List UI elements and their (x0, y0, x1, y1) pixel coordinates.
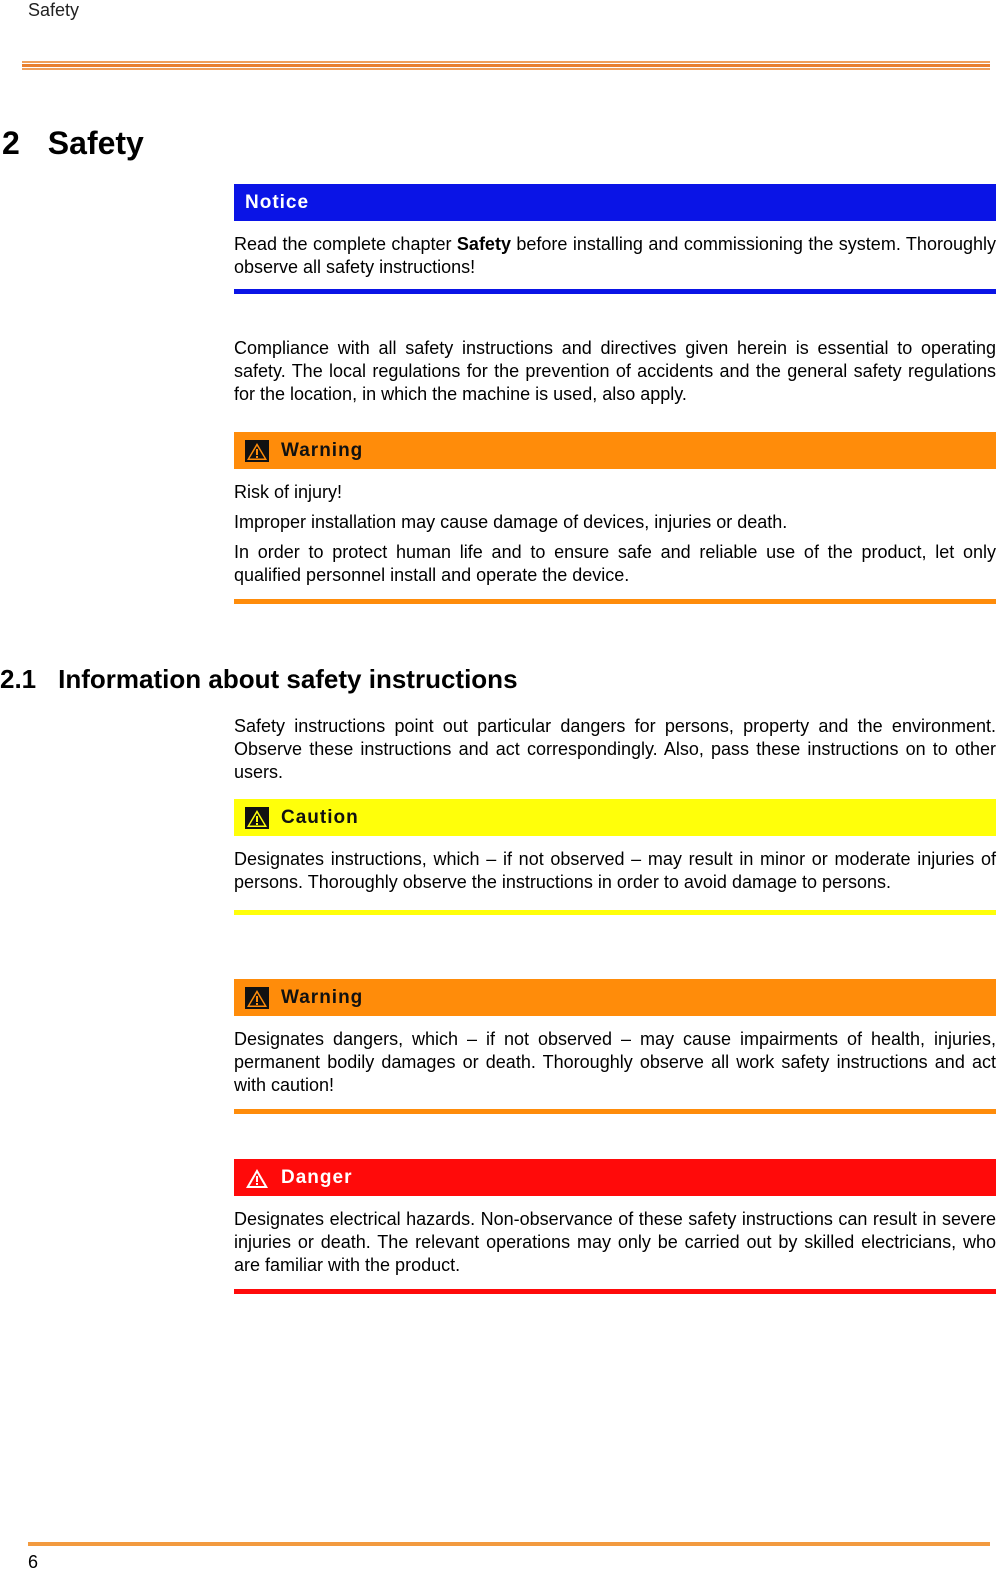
notice-box (234, 184, 996, 294)
notice-header (234, 184, 996, 221)
warning-1-line-3: In order to protect human life and to ensure safe and reliable use of the product, let only qualified personnel install and operate the device. (234, 542, 996, 585)
danger-header (234, 1159, 996, 1196)
caution-rule (234, 910, 996, 915)
warning-1-line-2: Improper installation may cause damage of devices, injuries or death. (234, 512, 788, 532)
warning-2-text: Designates dangers, which – if not observed – may cause impairments of health, injuries, permanent bodily damages or death. Thoroughly observe all work safety instructions and act with caution! (234, 1029, 996, 1095)
warning-1-line-1: Risk of injury! (234, 482, 343, 502)
danger-box (234, 1159, 996, 1294)
warning-label-1: Warning (281, 439, 364, 461)
header-rule (22, 61, 990, 71)
section-title: Information about safety instructions (58, 664, 518, 694)
chapter-title: Safety (47, 125, 144, 161)
chapter-number: 2 (2, 125, 20, 161)
caution-box (234, 799, 996, 915)
caution-triangle-icon (245, 807, 269, 829)
section-intro: Safety instructions point out particular dangers for persons, property and the environment. Observe these instructions and act correspondingly. Also, pass these instructions on to other users. (234, 716, 996, 782)
notice-label: Notice (245, 191, 310, 213)
section-heading (0, 664, 518, 695)
danger-label: Danger (281, 1166, 353, 1188)
notice-text: Read the complete chapter Safety before installing and commissioning the system. Thoroughly observe all safety instructions! (234, 234, 996, 277)
warning-rule-2 (234, 1109, 996, 1114)
caution-header (234, 799, 996, 836)
warning-label-2: Warning (281, 986, 364, 1008)
warning-box-1 (234, 432, 996, 604)
caution-text: Designates instructions, which – if not observed – may result in minor or moderate injuries of persons. Thoroughly observe the instructions in order to avoid damage to persons. (234, 849, 996, 892)
danger-triangle-icon (245, 1167, 269, 1189)
warning-box-2 (234, 979, 996, 1114)
notice-bold-term: Safety (456, 234, 511, 254)
footer-rule (28, 1542, 990, 1546)
danger-text: Designates electrical hazards. Non-observance of these safety instructions can result in severe injuries or death. The relevant operations may only be carried out by skilled electricians, who are familiar with the product. (234, 1209, 996, 1275)
notice-rule (234, 289, 996, 294)
page-number: 6 (28, 1552, 39, 1572)
warning-rule-1 (234, 599, 996, 604)
warning-header-1 (234, 432, 996, 469)
running-header: Safety (28, 0, 80, 20)
caution-label: Caution (281, 806, 359, 828)
compliance-paragraph: Compliance with all safety instructions and directives given herein is essential to operating safety. The local regulations for the prevention of accidents and the general safety regulations for the location, in which the machine is used, also apply. (234, 338, 996, 404)
section-number: 2.1 (0, 664, 37, 694)
danger-rule (234, 1289, 996, 1294)
warning-triangle-icon (245, 987, 269, 1009)
chapter-heading (2, 125, 144, 162)
warning-header-2 (234, 979, 996, 1016)
warning-triangle-icon (245, 440, 269, 462)
